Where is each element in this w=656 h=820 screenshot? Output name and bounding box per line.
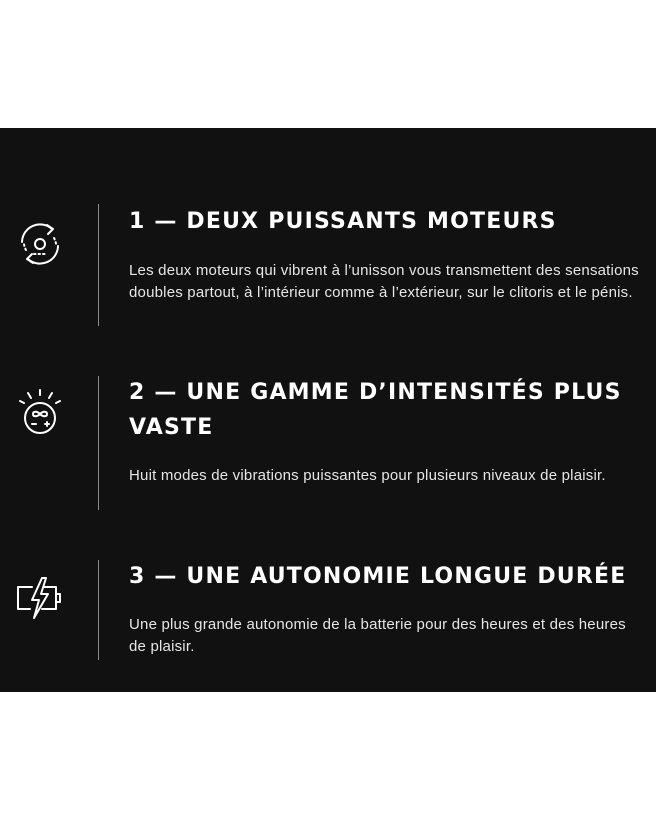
features-panel [0,128,656,692]
feature-description: Les deux moteurs qui vibrent à l’unisson vous transmettent des sensations doubles partout, à l’intérieur comme à l’extérieur, sur le clitoris et le pénis. [129,262,639,301]
battery-charging-icon [12,570,68,626]
divider [98,204,99,326]
rotation-arrows-icon [12,216,68,272]
divider [98,376,99,510]
feature-heading: 1 — DEUX PUISSANTS MOTEURS [129,209,557,234]
divider [98,560,99,660]
infinity-face-icon [12,386,68,442]
feature-description: Huit modes de vibrations puissantes pour plusieurs niveaux de plaisir. [129,467,606,484]
feature-description: Une plus grande autonomie de la batterie pour des heures et des heures de plaisir. [129,616,626,655]
feature-heading: 3 — UNE AUTONOMIE LONGUE DURÉE [129,564,627,589]
feature-heading: 2 — UNE GAMME D’INTENSITÉS PLUS VASTE [129,380,622,440]
